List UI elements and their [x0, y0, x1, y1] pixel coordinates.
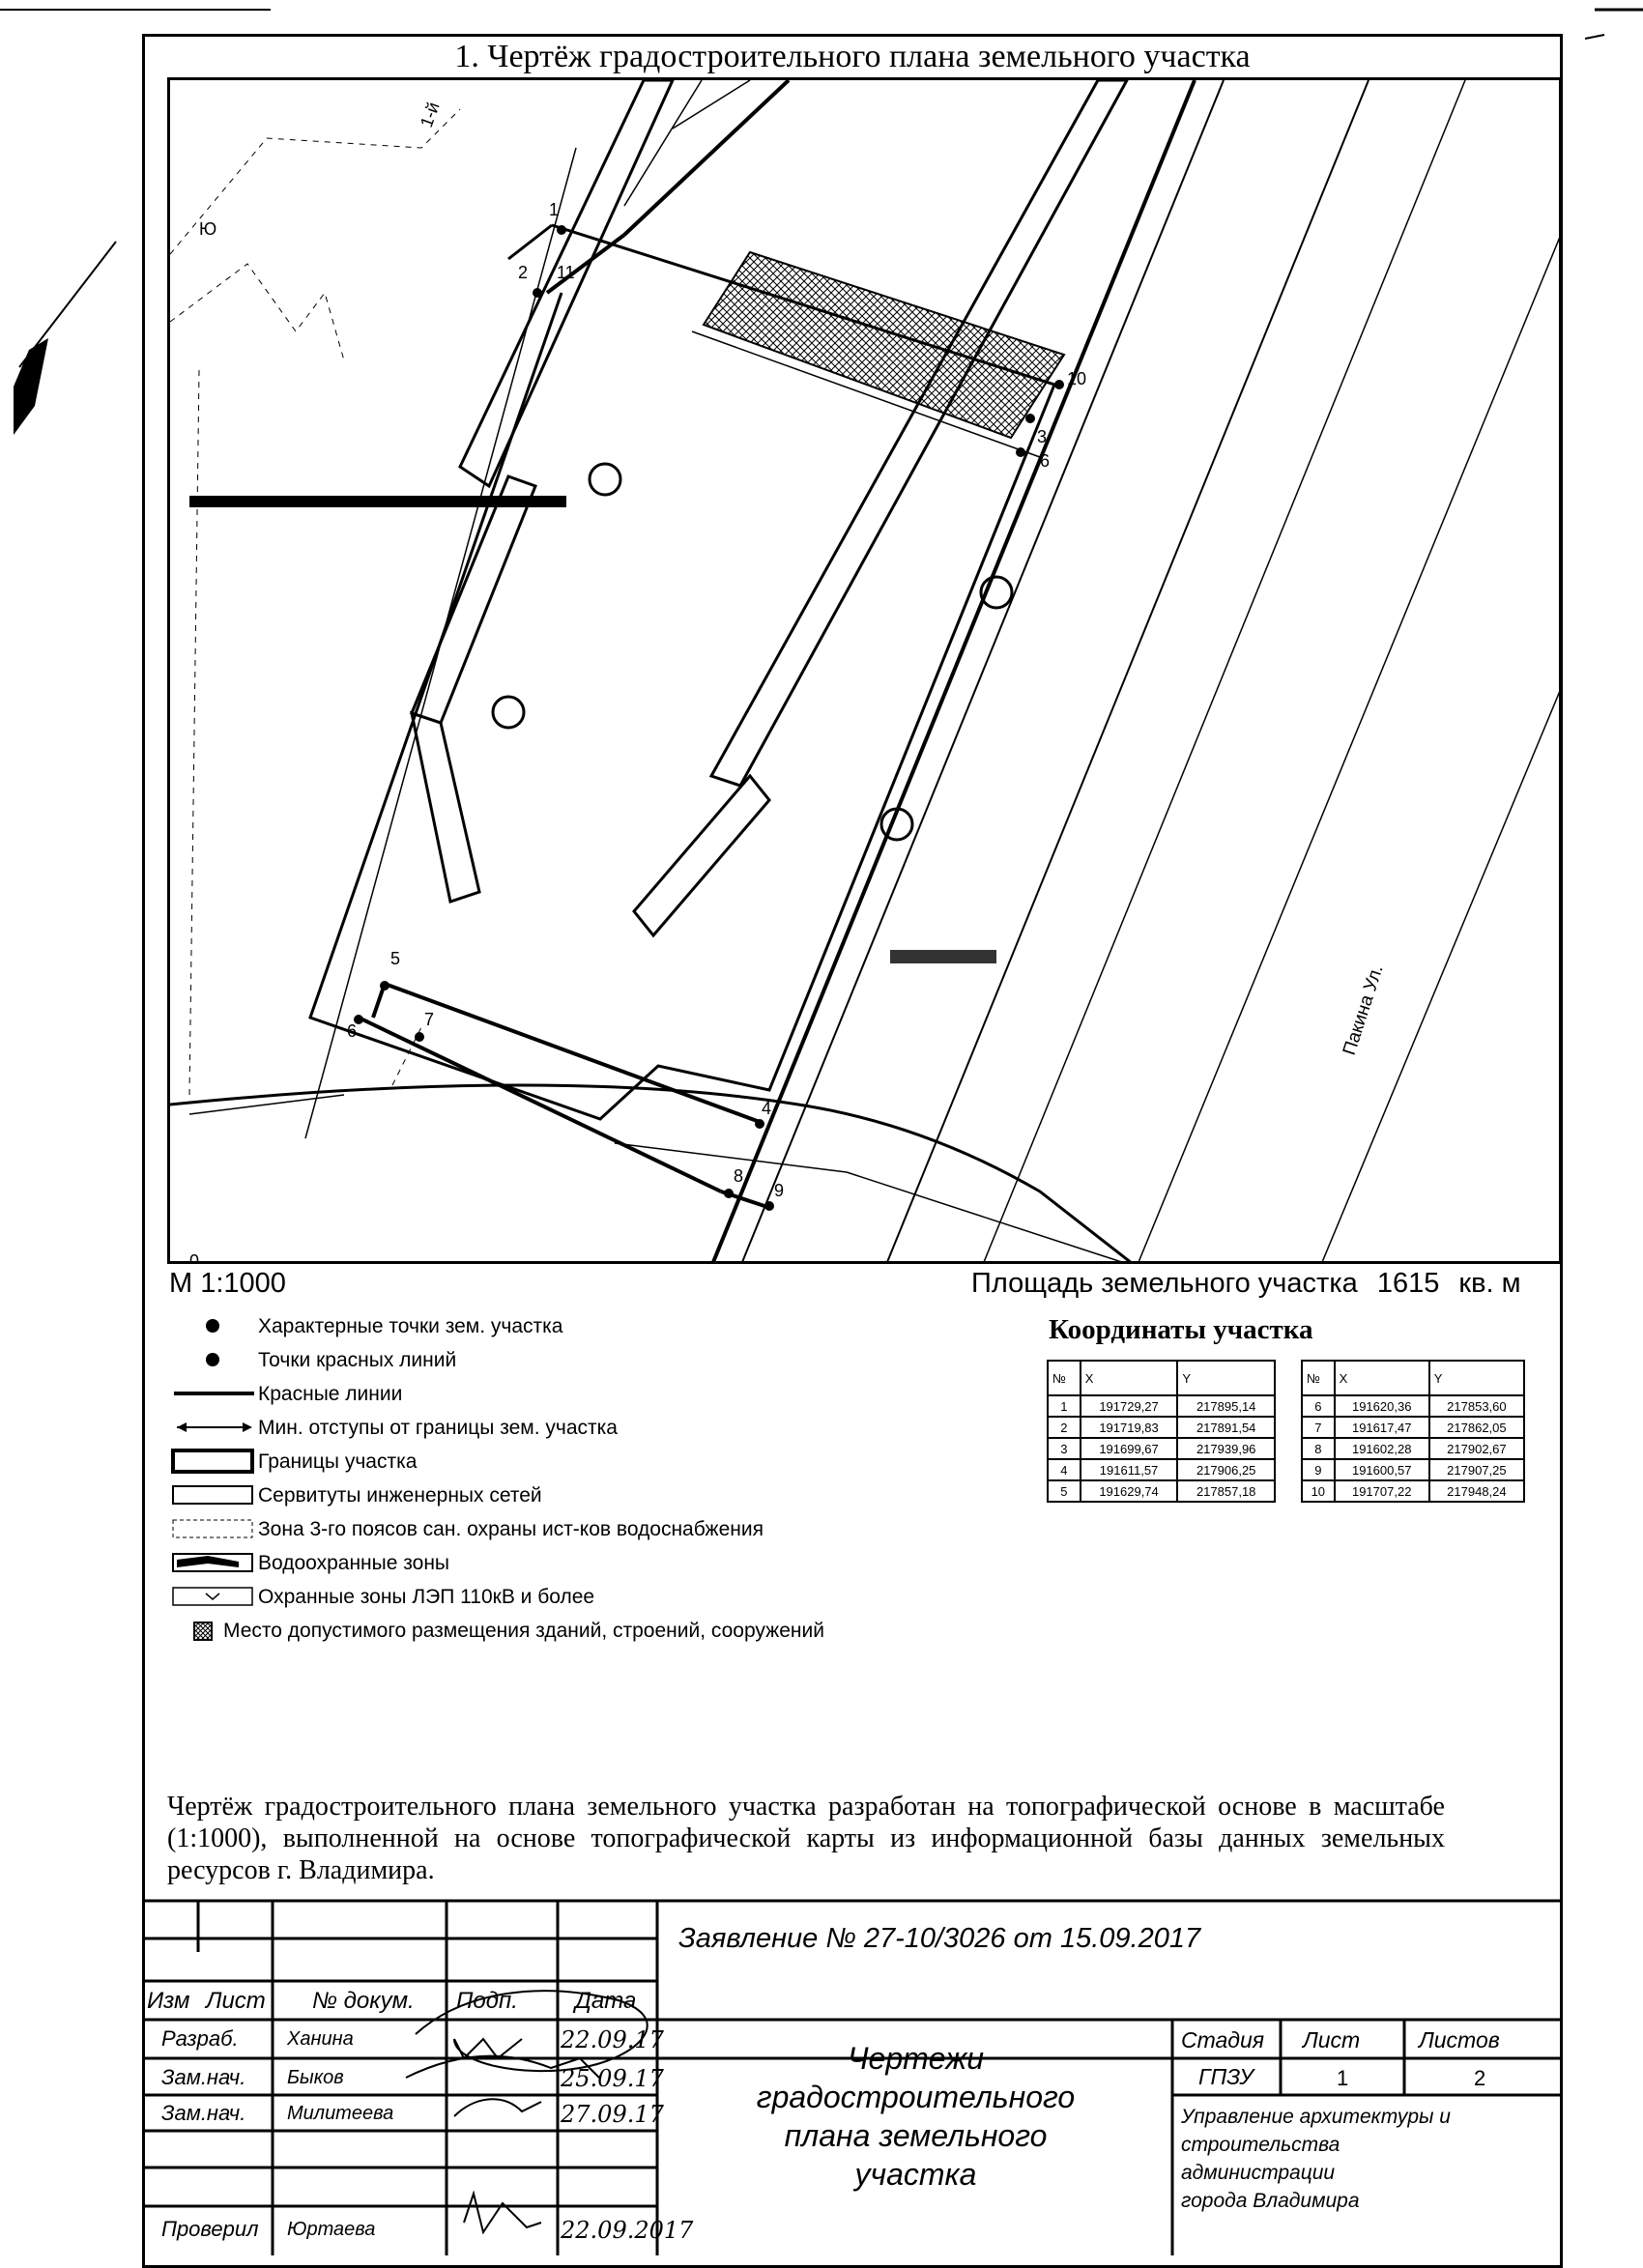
- point-label-2: 2: [518, 263, 529, 282]
- role-developer: Разраб.: [161, 2026, 239, 2051]
- header-date: Дата: [575, 1988, 637, 2014]
- table-row: 10 191707,22 217948,24: [1302, 1480, 1524, 1502]
- point-label-9: 9: [774, 1181, 785, 1200]
- area-value: 1615: [1376, 1268, 1440, 1299]
- role-deputy-2: Зам.нач.: [161, 2101, 246, 2125]
- stage-header: Стадия: [1181, 2027, 1265, 2053]
- table-row: 2 191719,83 217891,54: [1048, 1417, 1275, 1438]
- drawing-sheet: 1. Чертёж градостроительного плана земельного участка 1 2 11 3 6 10 5 6 7 4 8 9 Ю 0 1-й Пакина Ул. М 1:1000 Площадь земельного участка 1615 кв. м Характерные точки зем. участка Точки красных линий Красные линии Мин. отступы от границы зем. участка Границы участка Сервитуты инженерных сетей Зона 3-го поясов сан. охраны ист-ков водоснабжения Водоохранные зоны Охранные зоны ЛЭП 110кВ и более Место допустимого размещения зданий, строений, сооружений Координаты участка № X Y 1 191729,27 217895,14 2 191719,83 217891,54 3 191699,67 217939,96 4 191611,57 217906,25 5 191629,74 217857,18 № X Y 6 191620,36 217853,60 7 191617,47 217862,05 8 191602,28 217902,67 9 191600,57 217907,25 10 191707,22 217948,24 Чертёж градостроительного плана земельного участка разработан на топографической основе в масштабе (1:1000), выполненной на основе топографической карты из информационной базы данных земельных ресурсов г. Владимира. Заявление № 27-10/3026 от 15.09.2017 Изм Лист № докум. Подп. Дата Разраб. Ханина 22.09.17 Зам.нач. Быков 25.09.17 Зам.нач. Милитеева 27.09.17 Проверил Юртаева 22.09.2017 Чертежи градостроительного плана земельного участка Стадия Лист Листов ГПЗУ 1 2 Управление архитектуры и строительства администрации города Владимира: [0, 0, 1643, 2255]
- table-row: 8 191602,28 217902,67: [1302, 1438, 1524, 1459]
- column-header: №: [1302, 1361, 1335, 1395]
- name-deputy-2: Милитеева: [287, 2103, 394, 2124]
- column-header: X: [1335, 1361, 1429, 1395]
- date-developer: 22.09.17: [561, 2026, 664, 2053]
- role-deputy-1: Зам.нач.: [161, 2065, 246, 2089]
- point-label-11: 11: [557, 263, 575, 282]
- application-number: Заявление № 27-10/3026 от 15.09.2017: [678, 1923, 1201, 1954]
- header-list: Лист: [206, 1988, 266, 2014]
- coordinates-title: Координаты участка: [1049, 1314, 1313, 1345]
- organization: Управление архитектуры и строительства администрации города Владимира: [1181, 2106, 1451, 2212]
- table-row: 4 191611,57 217906,25: [1048, 1459, 1275, 1480]
- name-developer: Ханина: [287, 2028, 354, 2050]
- column-header: Y: [1429, 1361, 1524, 1395]
- table-row: 5 191629,74 217857,18: [1048, 1480, 1275, 1502]
- table-row: 3 191699,67 217939,96: [1048, 1438, 1275, 1459]
- corner-label-1: 1-й: [416, 100, 444, 130]
- role-checker: Проверил: [161, 2217, 259, 2241]
- corner-label-2: Ю: [199, 219, 217, 239]
- sheets-header: Листов: [1419, 2027, 1500, 2053]
- date-deputy-2: 27.09.17: [561, 2101, 664, 2128]
- point-label-10: 10: [1067, 369, 1087, 388]
- column-header: Y: [1177, 1361, 1275, 1395]
- point-label-6a: 6: [1040, 451, 1051, 471]
- header-sign: Подп.: [456, 1988, 518, 2014]
- page-title: 1. Чертёж градостроительного плана земельного участка: [454, 39, 1251, 74]
- header-doc: № докум.: [312, 1988, 415, 2014]
- corner-label-3: 0: [189, 1251, 200, 1267]
- point-label-5: 5: [390, 949, 401, 968]
- name-deputy-1: Быков: [287, 2067, 344, 2088]
- sheets-value: 2: [1474, 2066, 1486, 2090]
- stage-value: ГПЗУ: [1198, 2064, 1254, 2089]
- table-row: 9 191600,57 217907,25: [1302, 1459, 1524, 1480]
- date-deputy-1: 25.09.17: [561, 2065, 664, 2092]
- area-text: Площадь земельного участка: [971, 1268, 1358, 1299]
- point-label-8: 8: [734, 1166, 744, 1186]
- document-title: Чертежи градостроительного плана земельного участка: [756, 2041, 1076, 2192]
- table-row: 1 191729,27 217895,14: [1048, 1395, 1275, 1417]
- sheet-header: Лист: [1303, 2027, 1361, 2053]
- point-label-1: 1: [549, 200, 560, 219]
- column-header: X: [1081, 1361, 1178, 1395]
- drawing-description: Чертёж градостроительного плана земельного участка разработан на топографической основе в масштабе (1:1000), выполненной на основе топографической карты из информационной базы данных земельных ресурсов г. Владимира.: [167, 1792, 1445, 1885]
- point-label-6: 6: [347, 1021, 358, 1041]
- name-checker: Юртаева: [287, 2219, 376, 2240]
- scale-label: М 1:1000: [169, 1268, 286, 1299]
- header-izm: Изм: [147, 1988, 190, 2014]
- area-unit: кв. м: [1458, 1268, 1521, 1299]
- point-label-4: 4: [762, 1099, 772, 1118]
- date-checker: 22.09.2017: [561, 2217, 694, 2244]
- point-label-7: 7: [424, 1010, 435, 1029]
- sheet-value: 1: [1337, 2066, 1349, 2090]
- table-row: 6 191620,36 217853,60: [1302, 1395, 1524, 1417]
- street-label: Пакина Ул.: [1339, 962, 1388, 1058]
- table-row: 7 191617,47 217862,05: [1302, 1417, 1524, 1438]
- point-label-3: 3: [1037, 427, 1048, 446]
- column-header: №: [1048, 1361, 1081, 1395]
